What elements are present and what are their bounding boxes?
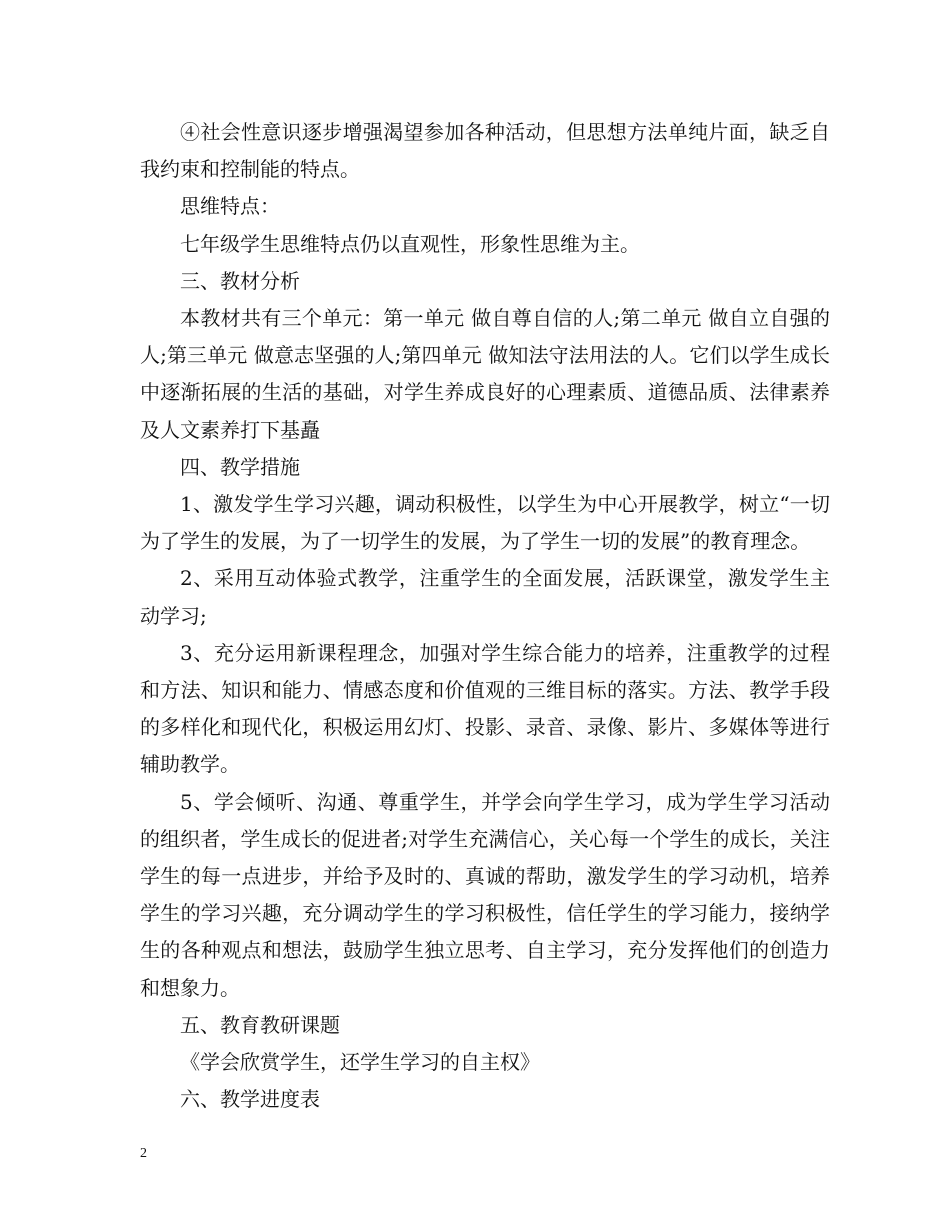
paragraph-measure-3: 3、充分运用新课程理念，加强对学生综合能力的培养，注重教学的过程和方法、知识和能力、情感态度和价值观的三维目标的落实。方法、教学手段的多样化和现代化，积极运用幻灯、投影、录音、录像、影片、多媒体等进行辅助教学。 (140, 640, 830, 777)
paragraph-measure-1: 1、激发学生学习兴趣，调动积极性，以学生为中心开展教学，树立“一切为了学生的发展，为了一切学生的发展，为了学生一切的发展”的教育理念。 (140, 492, 830, 554)
section-heading-textbook-analysis: 三、教材分析 (180, 268, 300, 293)
section-heading-research-topic: 五、教育教研课题 (180, 1012, 340, 1037)
document-body (140, 114, 830, 1118)
section-heading-teaching-measures: 四、教学措施 (180, 454, 300, 479)
paragraph-research-title: 《学会欣赏学生，还学生学习的自主权》 (180, 1050, 540, 1075)
section-heading-schedule: 六、教学进度表 (180, 1087, 320, 1112)
paragraph-textbook-units: 本教材共有三个单元：第一单元 做自尊自信的人;第二单元 做自立自强的人;第三单元 做意志坚强的人;第四单元 做知法守法用法的人。它们以学生成长中逐渐拓展的生活的基础，对学生养成良好的心理素质、道德品质、法律素养及人文素养打下基矗 (140, 306, 830, 442)
paragraph-social-awareness: ④社会性意识逐步增强渴望参加各种活动，但思想方法单纯片面，缺乏自我约束和控制能的特点。 (140, 120, 830, 182)
paragraph-thinking-heading: 思维特点： (180, 194, 280, 219)
page-number: 2 (140, 1146, 147, 1161)
paragraph-measure-5: 5、学会倾听、沟通、尊重学生，并学会向学生学习，成为学生学习活动的组织者，学生成长的促进者;对学生充满信心，关心每一个学生的成长，关注学生的每一点进步，并给予及时的、真诚的帮助，激发学生的学习动机，培养学生的学习兴趣，充分调动学生的学习积极性，信任学生的学习能力，接纳学生的各种观点和想法，鼓励学生独立思考、自主学习，充分发挥他们的创造力和想象力。 (140, 789, 830, 1000)
paragraph-measure-2: 2、采用互动体验式教学，注重学生的全面发展，活跃课堂，激发学生主动学习; (140, 566, 830, 628)
paragraph-thinking-characteristics: 七年级学生思维特点仍以直观性，形象性思维为主。 (180, 231, 640, 256)
